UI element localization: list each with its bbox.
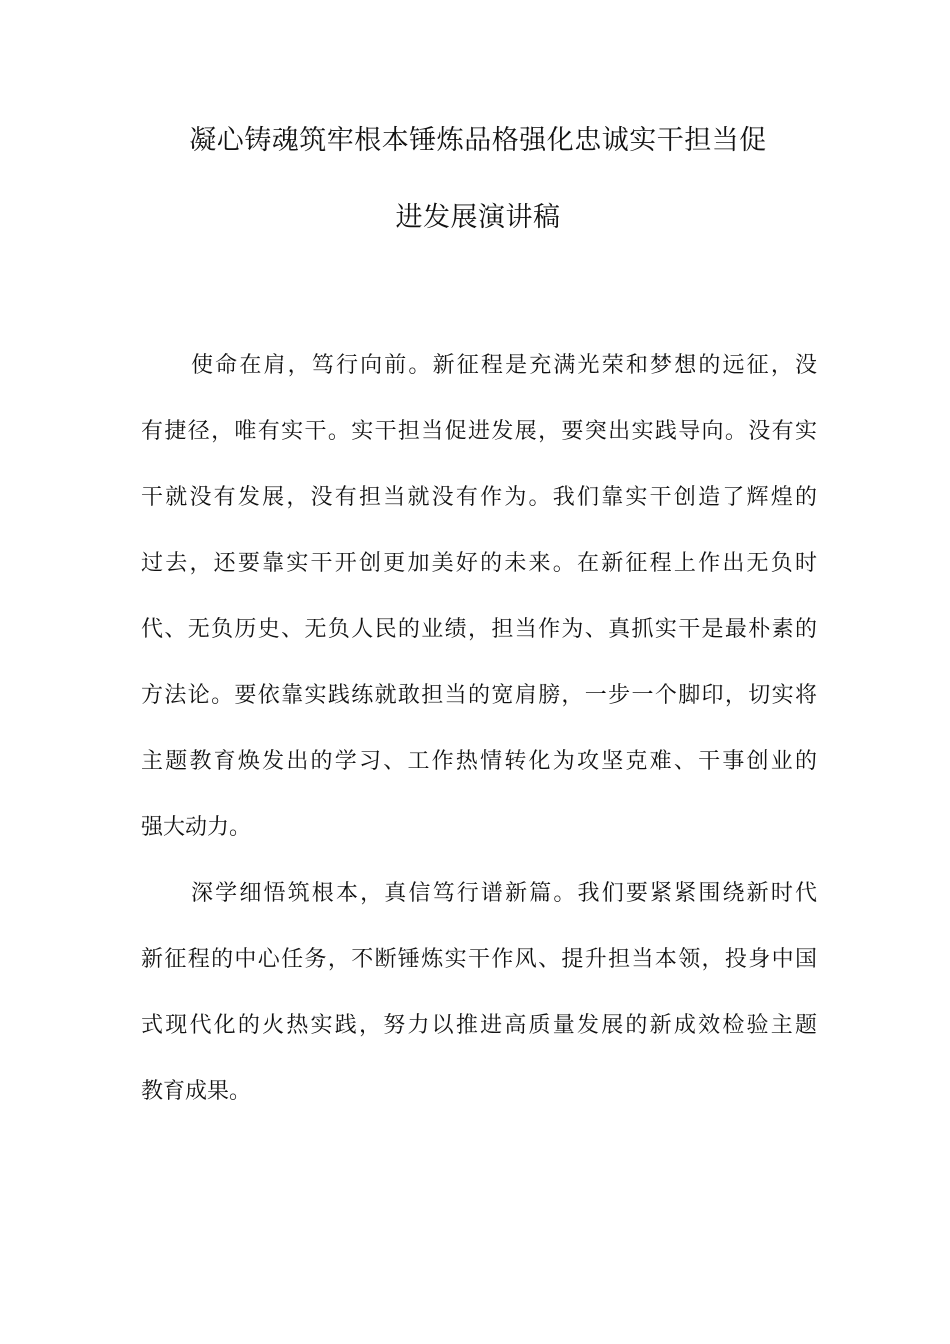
paragraph-line: 干就没有发展，没有担当就没有作为。我们靠实干创造了辉煌的 (141, 485, 817, 510)
paragraph-line: 强大动力。 (141, 815, 252, 840)
paragraph-line: 新征程的中心任务，不断锤炼实干作风、提升担当本领，投身中国 (141, 947, 817, 972)
document-title-line-2: 进发展演讲稿 (395, 202, 561, 233)
document-title-line-1: 凝心铸魂筑牢根本锤炼品格强化忠诚实干担当促 (189, 125, 767, 156)
paragraph-line: 方法论。要依靠实践练就敢担当的宽肩膀，一步一个脚印，切实将 (141, 683, 817, 708)
paragraph-line: 使命在肩，笃行向前。新征程是充满光荣和梦想的远征，没 (191, 353, 817, 378)
paragraph-line: 主题教育焕发出的学习、工作热情转化为攻坚克难、干事创业的 (141, 749, 817, 774)
paragraph-line: 过去，还要靠实干开创更加美好的未来。在新征程上作出无负时 (141, 551, 817, 576)
paragraph-line: 代、无负历史、无负人民的业绩，担当作为、真抓实干是最朴素的 (141, 617, 817, 642)
paragraph-line: 教育成果。 (141, 1079, 252, 1104)
paragraph-line: 式现代化的火热实践，努力以推进高质量发展的新成效检验主题 (141, 1013, 817, 1038)
paragraph-line: 有捷径，唯有实干。实干担当促进发展，要突出实践导向。没有实 (141, 419, 817, 444)
paragraph-line: 深学细悟筑根本，真信笃行谱新篇。我们要紧紧围绕新时代 (191, 881, 817, 906)
